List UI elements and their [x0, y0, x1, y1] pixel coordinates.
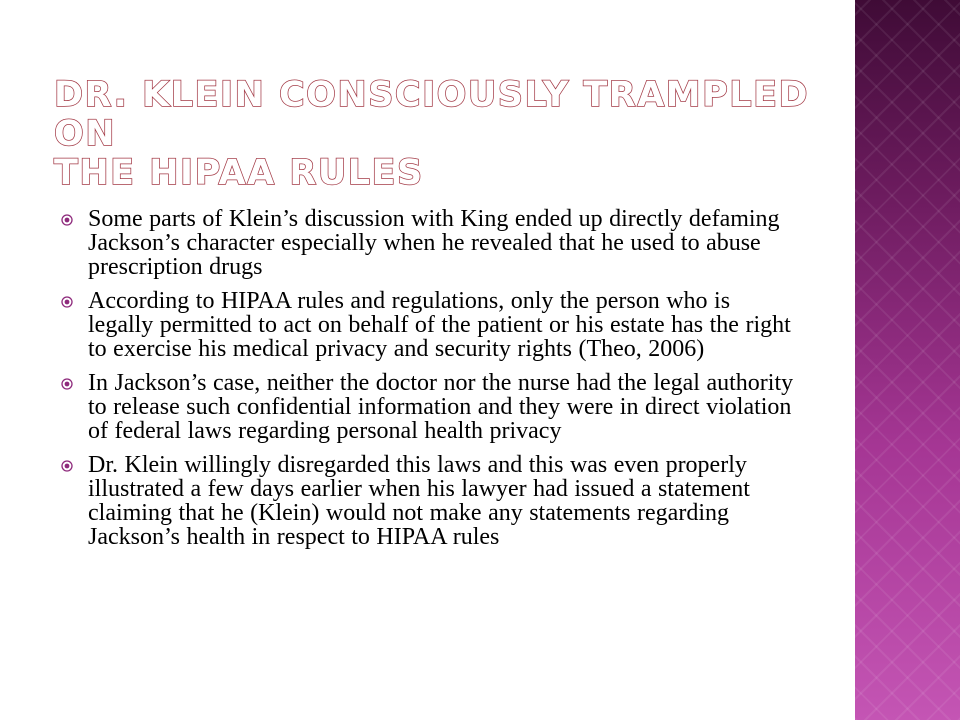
slide-title-line-2: THE HIPAA RULES [54, 153, 424, 193]
slide-title [54, 76, 814, 193]
circled-dot-icon [61, 460, 73, 472]
bullet-item [60, 207, 800, 279]
bullet-text: Some parts of Klein’s discussion with King ended up directly defaming Jackson’s character especially when he revealed that he used to abuse prescription drugs [88, 206, 780, 280]
slide-title-line-1: DR. KLEIN CONSCIOUSLY TRAMPLED ON [54, 75, 810, 154]
bullet-item [60, 453, 800, 549]
decorative-side-band [855, 0, 960, 720]
circled-dot-icon [61, 296, 73, 308]
bullet-item [60, 289, 800, 361]
bullet-list [60, 207, 800, 559]
bullet-text: In Jackson’s case, neither the doctor nor the nurse had the legal authority to release such confidential information and they were in direct violation of federal laws regarding personal health privacy [88, 370, 794, 444]
circled-dot-icon [61, 378, 73, 390]
bullet-text: According to HIPAA rules and regulations, only the person who is legally permitted to act on behalf of the patient or his estate has the right to exercise his medical privacy and security rights (Theo, 2006) [88, 288, 791, 362]
bullet-item [60, 371, 800, 443]
bullet-text: Dr. Klein willingly disregarded this laws and this was even properly illustrated a few days earlier when his lawyer had issued a statement claiming that he (Klein) would not make any statements regarding Jackson’s health in respect to HIPAA rules [88, 452, 750, 550]
circled-dot-icon [61, 214, 73, 226]
